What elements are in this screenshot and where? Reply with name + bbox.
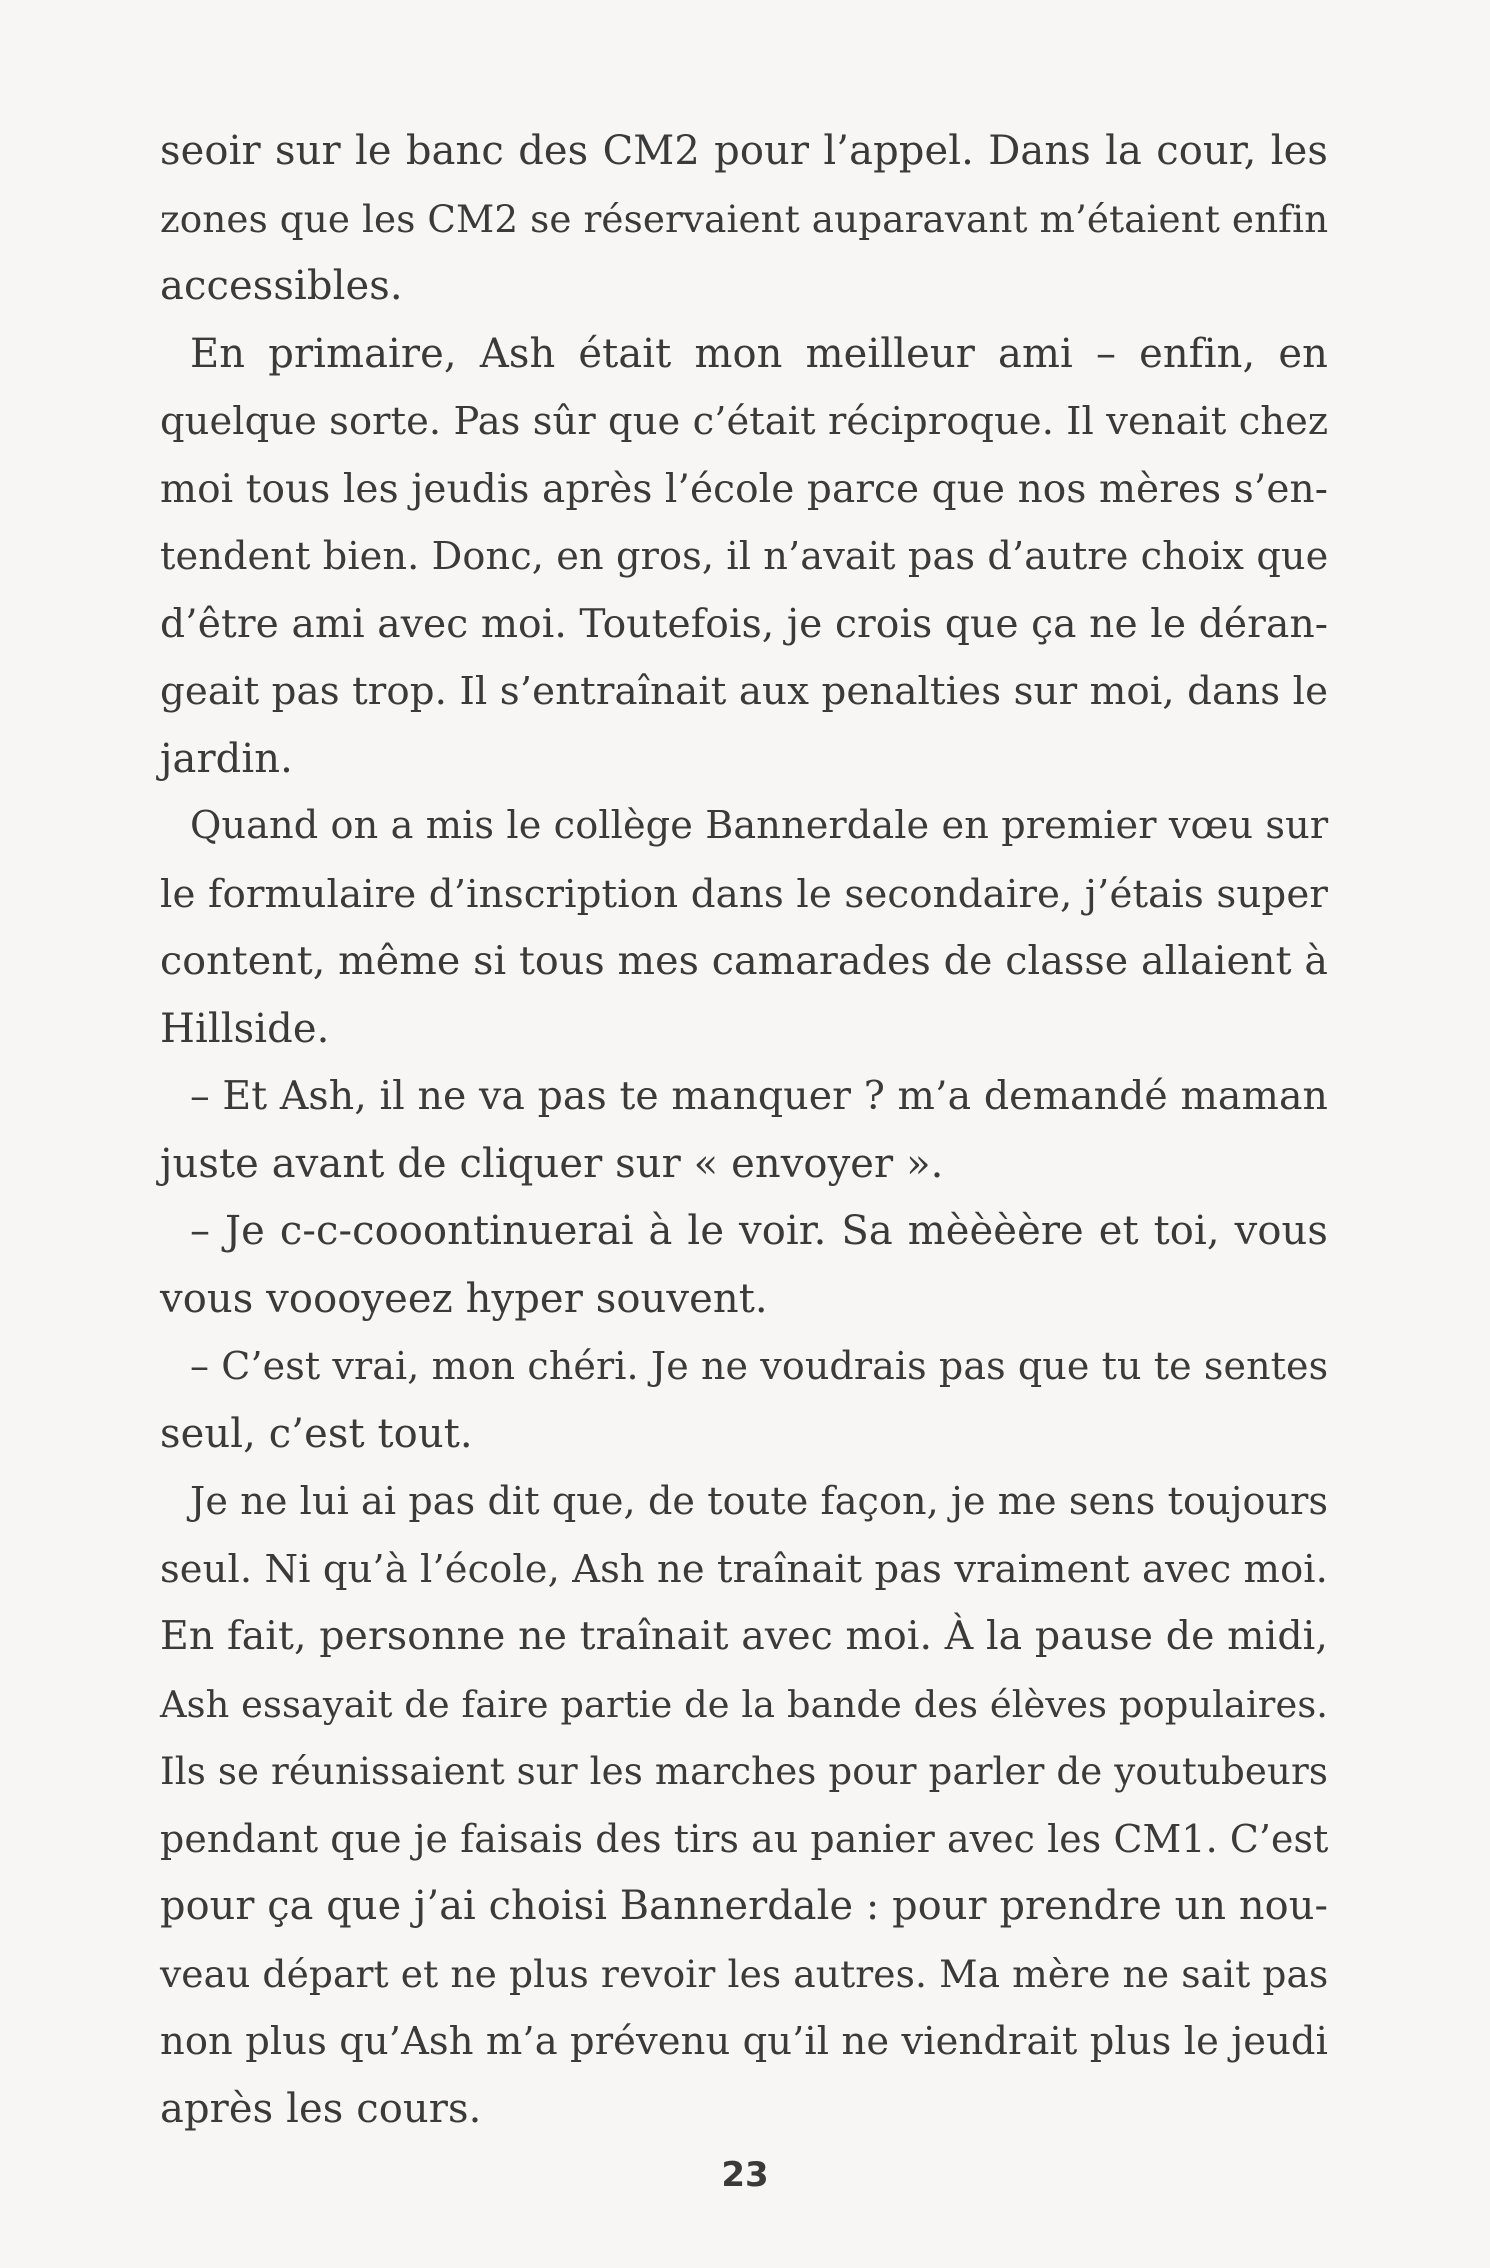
text-line: jardin. (160, 735, 293, 782)
text-line: – Je c-c-cooontinuerai à le voir. Sa mèèèère et toi, vous (190, 1208, 1328, 1254)
text-line: moi tous les jeudis après l’école parce que nos mères s’en- (160, 466, 1328, 512)
text-line: veau départ et ne plus revoir les autres. Ma mère ne sait pas (160, 1951, 1329, 1996)
body-text (160, 118, 1328, 2143)
text-line: après les cours. (160, 2085, 482, 2132)
text-line: non plus qu’Ash m’a prévenu qu’il ne viendrait plus le jeudi (160, 2019, 1328, 2064)
text-line: vous voooyeez hyper souvent. (160, 1275, 768, 1322)
text-line: Quand on a mis le collège Bannerdale en premier vœu sur (190, 804, 1329, 848)
text-line: accessibles. (160, 263, 403, 309)
text-line: seoir sur le banc des CM2 pour l’appel. Dans la cour, les (160, 128, 1328, 174)
text-line: tendent bien. Donc, en gros, il n’avait pas d’autre choix que (160, 534, 1329, 579)
text-line: En primaire, Ash était mon meilleur ami – enfin, en (190, 330, 1328, 377)
text-line: Ils se réunissaient sur les marches pour parler de youtubeurs (160, 1750, 1328, 1793)
text-line: zones que les CM2 se réservaient auparavant m’étaient enfin (160, 196, 1329, 241)
text-line: Je ne lui ai pas dit que, de toute façon, je me sens toujours (190, 1479, 1329, 1523)
text-line: d’être ami avec moi. Toutefois, je crois que ça ne le déran- (160, 601, 1329, 647)
text-line: quelque sorte. Pas sûr que c’était réciproque. Il venait chez (160, 399, 1329, 444)
text-line: Hillside. (160, 1005, 330, 1052)
text-line: En fait, personne ne traînait avec moi. À la pause de midi, (160, 1613, 1328, 1659)
text-line: – C’est vrai, mon chéri. Je ne voudrais pas que tu te sentes (190, 1344, 1329, 1388)
text-line: pour ça que j’ai choisi Bannerdale : pour prendre un nou- (160, 1883, 1328, 1929)
page-number: 23 (721, 2155, 769, 2195)
text-line: seul, c’est tout. (160, 1410, 473, 1457)
text-line: pendant que je faisais des tirs au panier avec les CM1. C’est (160, 1816, 1329, 1861)
text-line: Ash essayait de faire partie de la bande des élèves populaires. (160, 1682, 1329, 1726)
text-line: geait pas trop. Il s’entraînait aux penalties sur moi, dans le (160, 669, 1329, 714)
text-line: – Et Ash, il ne va pas te manquer ? m’a demandé maman (190, 1073, 1328, 1119)
text-line: le formulaire d’inscription dans le secondaire, j’étais super (160, 871, 1328, 917)
text-line: content, même si tous mes camarades de classe allaient à (160, 938, 1328, 984)
text-line: juste avant de cliquer sur « envoyer ». (160, 1140, 944, 1187)
text-line: seul. Ni qu’à l’école, Ash ne traînait pas vraiment avec moi. (160, 1546, 1328, 1592)
